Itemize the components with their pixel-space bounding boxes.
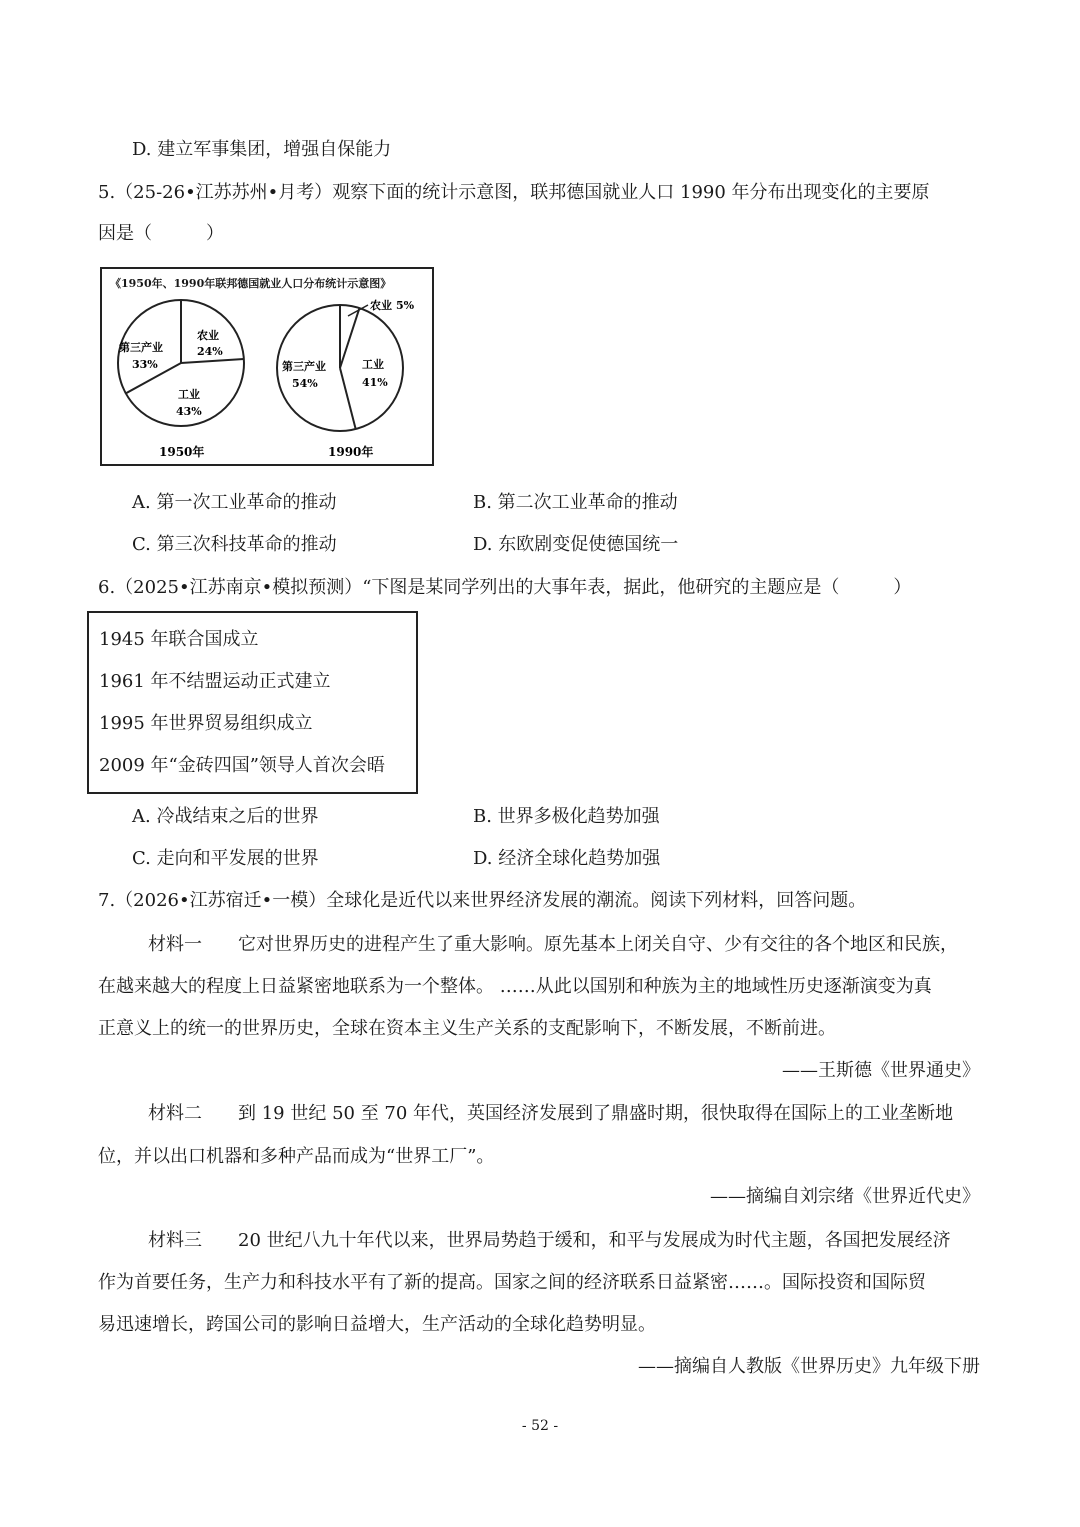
- q5-option-c: C. 第三次科技革命的推动: [132, 534, 337, 555]
- pie-1990-caption: 1990年: [328, 445, 374, 459]
- page-number: - 52 -: [521, 1418, 559, 1434]
- q7-material3-line2: 作为首要任务，生产力和科技水平有了新的提高。国家之间的经济联系日益紧密……。国际投资和国际贸: [98, 1272, 926, 1293]
- q6-option-b: B. 世界多极化趋势加强: [473, 806, 660, 827]
- q7-material1-line3: 正意义上的统一的世界历史，全球在资本主义生产关系的支配影响下，不断发展，不断前进。: [98, 1018, 836, 1039]
- pie-1950-label-tertiary: 第三产业: [119, 341, 163, 354]
- q7-material3-line3: 易迅速增长，跨国公司的影响日益增大，生产活动的全球化趋势明显。: [98, 1314, 656, 1335]
- q6-option-d: D. 经济全球化趋势加强: [473, 848, 661, 869]
- q7-material1-line2: 在越来越大的程度上日益紧密地联系为一个整体。 ……从此以国别和种族为主的地域性历史逐渐演变为真: [98, 976, 932, 997]
- pie-1990-label-tertiary: 第三产业: [282, 360, 326, 373]
- pie-1950-slice-divider-1: [181, 359, 244, 363]
- pie-1950-label-agriculture: 农业: [197, 329, 219, 342]
- timeline-item: 1995 年世界贸易组织成立: [99, 713, 313, 734]
- pie-1950-value-industry: 43%: [176, 405, 202, 418]
- chart-title: 《1950年、1990年联邦德国就业人口分布统计示意图》: [110, 277, 392, 290]
- employment-pie-chart-figure: [100, 267, 434, 466]
- q6-stem: 6.（2025•江苏南京•模拟预测）“下图是某同学列出的大事年表，据此，他研究的主题应是（ ）: [98, 577, 912, 598]
- pie-1990-value-agriculture: 5%: [396, 299, 415, 312]
- q6-option-a: A. 冷战结束之后的世界: [132, 806, 319, 827]
- q7-material1-line1: 材料一 它对世界历史的进程产生了重大影响。原先基本上闭关自守、少有交往的各个地区和民族，: [148, 934, 958, 955]
- pie-1990-label-industry: 工业: [362, 358, 384, 371]
- pie-1990-label-agriculture: 农业: [370, 299, 392, 312]
- pie-1950-label-industry: 工业: [178, 388, 200, 401]
- pie-1990-slice-divider-2: [340, 368, 356, 429]
- q5-option-a: A. 第一次工业革命的推动: [132, 492, 337, 513]
- pie-1950-value-tertiary: 33%: [132, 358, 158, 371]
- q7-material1-source: ——王斯德《世界通史》: [782, 1060, 980, 1081]
- pie-1950-value-agriculture: 24%: [197, 345, 223, 358]
- pie-1990-value-industry: 41%: [362, 376, 388, 389]
- timeline-item: 1961 年不结盟运动正式建立: [99, 671, 331, 692]
- pie-1950-caption: 1950年: [159, 445, 205, 459]
- q7-stem: 7.（2026•江苏宿迁•一模）全球化是近代以来世界经济发展的潮流。阅读下列材料，回答问题。: [98, 890, 867, 911]
- q7-material2-source: ——摘编自刘宗绪《世界近代史》: [710, 1186, 980, 1207]
- pie-1990-value-tertiary: 54%: [292, 377, 318, 390]
- q4-option-d: D. 建立军事集团，增强自保能力: [132, 139, 392, 160]
- q6-option-c: C. 走向和平发展的世界: [132, 848, 319, 869]
- q7-material2-line1: 材料二 到 19 世纪 50 至 70 年代，英国经济发展到了鼎盛时期，很快取得在国际上的工业垄断地: [148, 1103, 954, 1124]
- pie-charts: [102, 269, 432, 464]
- q5-stem-line1: 5.（25-26•江苏苏州•月考）观察下面的统计示意图，联邦德国就业人口 1990 年分布出现变化的主要原: [98, 182, 930, 203]
- q7-material3-source: ——摘编自人教版《世界历史》九年级下册: [638, 1356, 980, 1377]
- q7-material3-line1: 材料三 20 世纪八九十年代以来，世界局势趋于缓和，和平与发展成为时代主题，各国把发展经济: [148, 1230, 951, 1251]
- timeline-item: 1945 年联合国成立: [99, 629, 259, 650]
- q5-stem-line2: 因是（ ）: [98, 223, 224, 244]
- pie-1990-slice-divider-1: [340, 308, 359, 368]
- q7-material2-line2: 位，并以出口机器和多种产品而成为“世界工厂”。: [98, 1146, 495, 1167]
- timeline-item: 2009 年“金砖四国”领导人首次会晤: [99, 755, 385, 776]
- timeline-box: [87, 611, 418, 794]
- q5-option-d: D. 东欧剧变促使德国统一: [473, 534, 679, 555]
- q5-option-b: B. 第二次工业革命的推动: [473, 492, 678, 513]
